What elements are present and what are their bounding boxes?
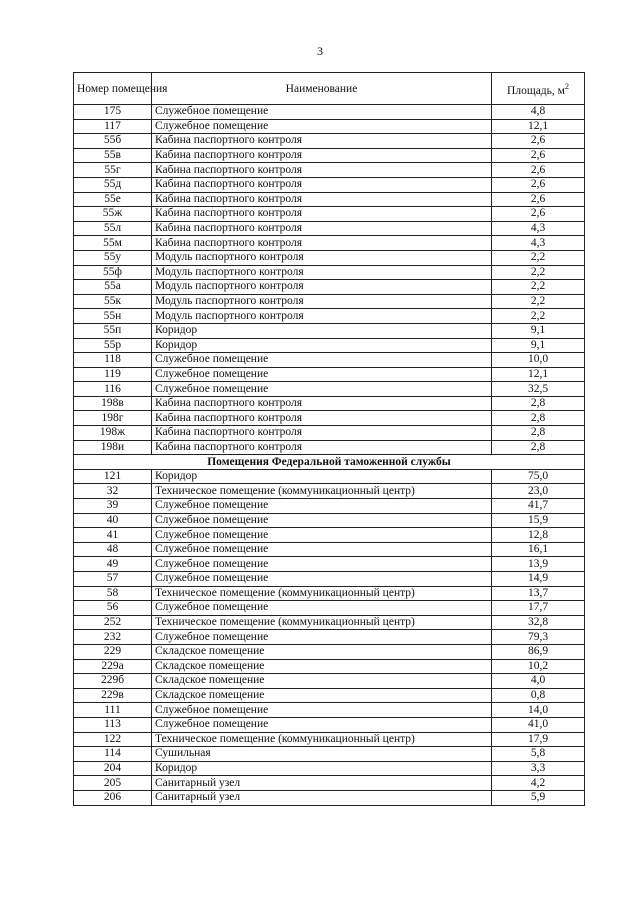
room-area-cell: 2,6 [492, 148, 585, 163]
table-row [74, 790, 585, 805]
room-number-cell: 119 [74, 367, 152, 382]
room-area-cell: 2,6 [492, 163, 585, 178]
room-area-cell: 17,9 [492, 732, 585, 747]
header-area [492, 73, 585, 105]
table-header-row [74, 73, 585, 105]
room-area-cell: 12,8 [492, 528, 585, 543]
room-area-cell: 2,8 [492, 426, 585, 441]
header-area-label: Площадь, м [507, 84, 565, 97]
table-row [74, 761, 585, 776]
table-row [74, 134, 585, 149]
table-row [74, 513, 585, 528]
room-area-cell: 2,8 [492, 411, 585, 426]
table-row [74, 542, 585, 557]
room-area-cell: 12,1 [492, 119, 585, 134]
room-number-cell: 57 [74, 572, 152, 587]
room-number-cell: 113 [74, 717, 152, 732]
room-area-cell: 41,7 [492, 499, 585, 514]
room-number-cell: 229в [74, 688, 152, 703]
room-number-cell: 175 [74, 105, 152, 120]
room-number-cell: 55п [74, 323, 152, 338]
room-area-cell: 14,0 [492, 703, 585, 718]
room-number-cell: 32 [74, 484, 152, 499]
room-name-cell: Служебное помещение [152, 601, 492, 616]
room-area-cell: 32,5 [492, 382, 585, 397]
table-row [74, 440, 585, 455]
room-area-cell: 23,0 [492, 484, 585, 499]
table-row [74, 411, 585, 426]
room-area-cell: 3,3 [492, 761, 585, 776]
room-area-cell: 13,9 [492, 557, 585, 572]
table-row [74, 484, 585, 499]
table-row [74, 426, 585, 441]
room-number-cell: 117 [74, 119, 152, 134]
room-area-cell: 2,2 [492, 265, 585, 280]
room-name-cell: Модуль паспортного контроля [152, 294, 492, 309]
table-row [74, 688, 585, 703]
room-area-cell: 2,2 [492, 280, 585, 295]
table-row [74, 586, 585, 601]
room-number-cell: 205 [74, 776, 152, 791]
table-row [74, 265, 585, 280]
section-row [74, 455, 585, 470]
room-number-cell: 121 [74, 469, 152, 484]
table-row [74, 353, 585, 368]
room-area-cell: 10,2 [492, 659, 585, 674]
room-number-cell: 49 [74, 557, 152, 572]
page-number: 3 [317, 44, 323, 58]
room-name-cell: Кабина паспортного контроля [152, 134, 492, 149]
table-row [74, 294, 585, 309]
room-number-cell: 55е [74, 192, 152, 207]
room-name-cell: Санитарный узел [152, 776, 492, 791]
table-row [74, 747, 585, 762]
room-number-cell: 55р [74, 338, 152, 353]
room-name-cell: Кабина паспортного контроля [152, 440, 492, 455]
room-name-cell: Кабина паспортного контроля [152, 411, 492, 426]
room-number-cell: 55к [74, 294, 152, 309]
room-number-cell: 198и [74, 440, 152, 455]
room-area-cell: 0,8 [492, 688, 585, 703]
room-name-cell: Кабина паспортного контроля [152, 192, 492, 207]
room-name-cell: Служебное помещение [152, 513, 492, 528]
room-number-cell: 55у [74, 250, 152, 265]
table-row [74, 207, 585, 222]
room-name-cell: Служебное помещение [152, 528, 492, 543]
room-number-cell: 55б [74, 134, 152, 149]
room-name-cell: Служебное помещение [152, 105, 492, 120]
table-row [74, 469, 585, 484]
room-area-cell: 4,3 [492, 221, 585, 236]
room-number-cell: 111 [74, 703, 152, 718]
table-row [74, 659, 585, 674]
room-number-cell: 198г [74, 411, 152, 426]
room-area-cell: 12,1 [492, 367, 585, 382]
room-name-cell: Служебное помещение [152, 353, 492, 368]
table-row [74, 236, 585, 251]
table-row [74, 615, 585, 630]
room-area-cell: 4,8 [492, 105, 585, 120]
room-number-cell: 55а [74, 280, 152, 295]
header-room-number: Номер помещения [74, 73, 152, 105]
room-name-cell: Модуль паспортного контроля [152, 250, 492, 265]
room-name-cell: Кабина паспортного контроля [152, 426, 492, 441]
room-number-cell: 55ф [74, 265, 152, 280]
room-name-cell: Модуль паспортного контроля [152, 280, 492, 295]
table-row [74, 192, 585, 207]
table-row [74, 499, 585, 514]
room-name-cell: Кабина паспортного контроля [152, 221, 492, 236]
room-name-cell: Сушильная [152, 747, 492, 762]
room-number-cell: 232 [74, 630, 152, 645]
room-area-cell: 16,1 [492, 542, 585, 557]
table-row [74, 338, 585, 353]
room-number-cell: 41 [74, 528, 152, 543]
room-area-cell: 86,9 [492, 644, 585, 659]
table-row [74, 119, 585, 134]
room-number-cell: 116 [74, 382, 152, 397]
room-name-cell: Санитарный узел [152, 790, 492, 805]
room-name-cell: Служебное помещение [152, 557, 492, 572]
table-body-group2 [74, 469, 585, 805]
room-name-cell: Служебное помещение [152, 382, 492, 397]
room-area-cell: 4,3 [492, 236, 585, 251]
room-name-cell: Модуль паспортного контроля [152, 265, 492, 280]
room-area-cell: 41,0 [492, 717, 585, 732]
room-number-cell: 114 [74, 747, 152, 762]
room-number-cell: 118 [74, 353, 152, 368]
section-title: Помещения Федеральной таможенной службы [74, 455, 585, 470]
room-number-cell: 229б [74, 674, 152, 689]
room-number-cell: 56 [74, 601, 152, 616]
room-name-cell: Коридор [152, 761, 492, 776]
room-number-cell: 229а [74, 659, 152, 674]
room-area-cell: 2,2 [492, 309, 585, 324]
room-number-cell: 48 [74, 542, 152, 557]
table-row [74, 250, 585, 265]
table-row [74, 572, 585, 587]
room-name-cell: Кабина паспортного контроля [152, 396, 492, 411]
room-number-cell: 40 [74, 513, 152, 528]
table-row [74, 528, 585, 543]
room-name-cell: Служебное помещение [152, 703, 492, 718]
room-number-cell: 122 [74, 732, 152, 747]
room-number-cell: 55г [74, 163, 152, 178]
room-area-cell: 5,9 [492, 790, 585, 805]
room-name-cell: Складское помещение [152, 688, 492, 703]
room-area-cell: 2,8 [492, 440, 585, 455]
room-name-cell: Служебное помещение [152, 367, 492, 382]
table-row [74, 382, 585, 397]
rooms-table [73, 72, 585, 806]
table-row [74, 674, 585, 689]
room-name-cell: Кабина паспортного контроля [152, 177, 492, 192]
room-number-cell: 204 [74, 761, 152, 776]
room-name-cell: Кабина паспортного контроля [152, 207, 492, 222]
room-name-cell: Служебное помещение [152, 717, 492, 732]
table-row [74, 717, 585, 732]
table-row [74, 221, 585, 236]
room-name-cell: Служебное помещение [152, 630, 492, 645]
table-row [74, 323, 585, 338]
room-name-cell: Коридор [152, 323, 492, 338]
room-name-cell: Кабина паспортного контроля [152, 148, 492, 163]
header-name: Наименование [152, 73, 492, 105]
room-name-cell: Коридор [152, 469, 492, 484]
room-name-cell: Кабина паспортного контроля [152, 236, 492, 251]
table-row [74, 148, 585, 163]
room-name-cell: Складское помещение [152, 674, 492, 689]
room-area-cell: 32,8 [492, 615, 585, 630]
room-area-cell: 2,6 [492, 207, 585, 222]
room-area-cell: 4,0 [492, 674, 585, 689]
table-row [74, 396, 585, 411]
room-name-cell: Служебное помещение [152, 499, 492, 514]
room-number-cell: 58 [74, 586, 152, 601]
table-row [74, 177, 585, 192]
room-number-cell: 55м [74, 236, 152, 251]
room-name-cell: Кабина паспортного контроля [152, 163, 492, 178]
room-name-cell: Складское помещение [152, 644, 492, 659]
room-name-cell: Служебное помещение [152, 572, 492, 587]
room-number-cell: 55н [74, 309, 152, 324]
table-row [74, 776, 585, 791]
room-area-cell: 10,0 [492, 353, 585, 368]
room-number-cell: 206 [74, 790, 152, 805]
room-area-cell: 15,9 [492, 513, 585, 528]
room-area-cell: 5,8 [492, 747, 585, 762]
table-row [74, 309, 585, 324]
room-name-cell: Служебное помещение [152, 119, 492, 134]
table-row [74, 557, 585, 572]
room-number-cell: 229 [74, 644, 152, 659]
room-area-cell: 2,2 [492, 294, 585, 309]
room-number-cell: 198в [74, 396, 152, 411]
room-number-cell: 198ж [74, 426, 152, 441]
room-name-cell: Техническое помещение (коммуникационный центр) [152, 732, 492, 747]
room-number-cell: 55д [74, 177, 152, 192]
room-name-cell: Техническое помещение (коммуникационный центр) [152, 586, 492, 601]
table-row [74, 703, 585, 718]
room-number-cell: 252 [74, 615, 152, 630]
room-area-cell: 2,6 [492, 192, 585, 207]
table-row [74, 280, 585, 295]
room-number-cell: 55ж [74, 207, 152, 222]
room-name-cell: Служебное помещение [152, 542, 492, 557]
room-area-cell: 14,9 [492, 572, 585, 587]
room-number-cell: 55в [74, 148, 152, 163]
room-area-cell: 13,7 [492, 586, 585, 601]
room-name-cell: Техническое помещение (коммуникационный центр) [152, 615, 492, 630]
table-row [74, 367, 585, 382]
room-name-cell: Техническое помещение (коммуникационный центр) [152, 484, 492, 499]
room-name-cell: Складское помещение [152, 659, 492, 674]
room-area-cell: 2,2 [492, 250, 585, 265]
room-area-cell: 9,1 [492, 323, 585, 338]
room-area-cell: 2,8 [492, 396, 585, 411]
room-area-cell: 75,0 [492, 469, 585, 484]
room-area-cell: 9,1 [492, 338, 585, 353]
room-area-cell: 4,2 [492, 776, 585, 791]
table-row [74, 601, 585, 616]
room-area-cell: 17,7 [492, 601, 585, 616]
room-area-cell: 79,3 [492, 630, 585, 645]
table-body-group1 [74, 105, 585, 455]
room-number-cell: 39 [74, 499, 152, 514]
table-row [74, 105, 585, 120]
room-area-cell: 2,6 [492, 177, 585, 192]
table-row [74, 732, 585, 747]
table-row [74, 163, 585, 178]
room-number-cell: 55л [74, 221, 152, 236]
room-area-cell: 2,6 [492, 134, 585, 149]
header-area-sup: 2 [564, 81, 569, 91]
room-name-cell: Модуль паспортного контроля [152, 309, 492, 324]
room-name-cell: Коридор [152, 338, 492, 353]
table-row [74, 630, 585, 645]
table-row [74, 644, 585, 659]
